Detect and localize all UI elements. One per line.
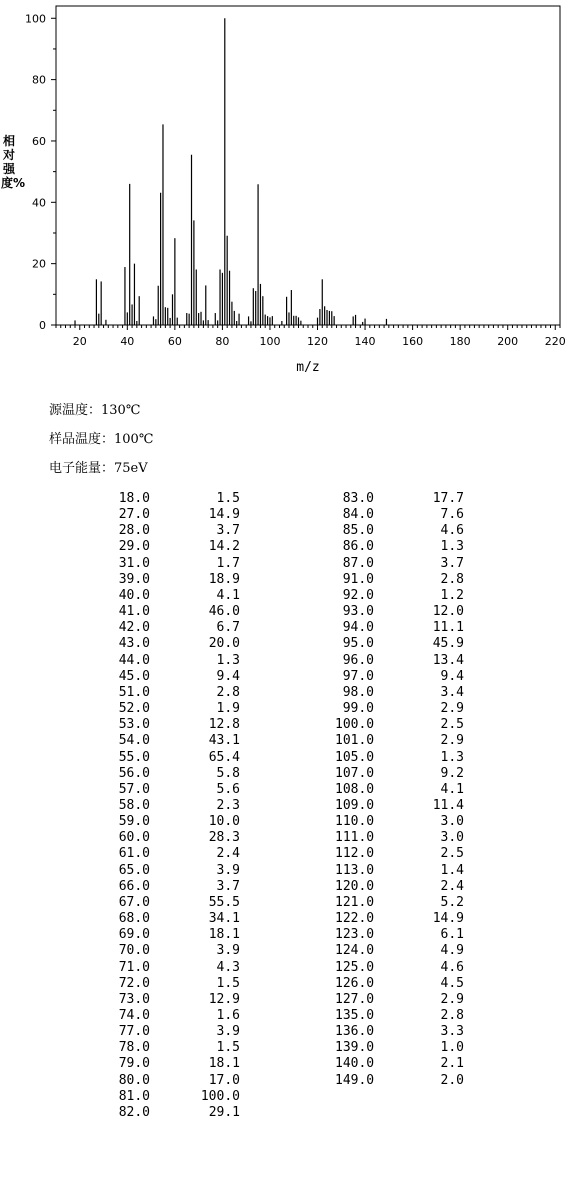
peak-intensity: 3.0 (440, 814, 464, 830)
peak-mz: 78.0 (118, 1040, 150, 1056)
peak-row (335, 685, 464, 701)
peak-mz: 110.0 (335, 814, 375, 830)
peak-intensity: 65.4 (208, 749, 240, 765)
peak-row (111, 556, 240, 572)
peak-mz: 52.0 (118, 701, 150, 717)
peak-intensity: 12.8 (208, 717, 240, 733)
y-tick-label: 80 (32, 73, 46, 87)
peak-intensity: 5.6 (216, 781, 240, 797)
x-tick-label: 80 (215, 335, 230, 348)
peak-mz: 72.0 (118, 975, 150, 991)
peak-mz: 39.0 (118, 571, 150, 587)
peak-row (335, 911, 464, 927)
peak-mz: 111.0 (335, 830, 375, 846)
peak-intensity: 1.2 (440, 587, 464, 603)
peak-intensity: 2.4 (440, 878, 464, 894)
peak-intensity: 14.9 (432, 911, 464, 927)
peak-mz: 53.0 (118, 717, 150, 733)
peak-mz: 113.0 (335, 862, 375, 878)
peak-row (111, 782, 240, 798)
peak-intensity: 18.9 (208, 571, 240, 587)
peak-row (111, 1008, 240, 1024)
peak-mz: 18.0 (118, 491, 150, 506)
peak-row (335, 814, 464, 830)
y-tick-label: 20 (32, 257, 46, 271)
peak-mz: 74.0 (118, 1008, 150, 1023)
peak-row (111, 523, 240, 539)
peak-intensity: 11.4 (432, 797, 464, 813)
peak-intensity: 2.9 (440, 733, 464, 749)
peak-row (335, 750, 464, 766)
peak-intensity: 4.1 (216, 587, 240, 603)
peak-intensity: 20.0 (208, 636, 240, 652)
peak-intensity: 55.5 (208, 894, 240, 910)
peak-row (335, 636, 464, 652)
peak-row (335, 717, 464, 733)
peak-mz: 79.0 (118, 1056, 150, 1072)
peak-row (111, 539, 240, 555)
peak-row (335, 556, 464, 572)
peak-intensity: 3.9 (216, 862, 240, 878)
peak-row (335, 604, 464, 620)
peak-mz: 98.0 (342, 684, 374, 700)
peak-mz: 96.0 (342, 652, 374, 668)
peak-mz: 87.0 (342, 555, 374, 571)
peak-row (111, 1073, 240, 1089)
peak-intensity: 9.2 (440, 765, 464, 781)
peak-mz: 51.0 (118, 684, 150, 700)
peak-row (111, 1040, 240, 1056)
peak-row (335, 960, 464, 976)
peak-row (335, 879, 464, 895)
peak-mz: 101.0 (335, 733, 375, 749)
peak-row (335, 572, 464, 588)
peak-mz: 73.0 (118, 991, 150, 1007)
x-tick-label: 40 (120, 335, 135, 348)
peak-row (335, 653, 464, 669)
peak-table-right (335, 491, 464, 1089)
peak-mz: 121.0 (335, 894, 375, 910)
peak-row (111, 830, 240, 846)
x-tick-label: 140 (354, 335, 376, 348)
peak-mz: 126.0 (335, 975, 375, 991)
peak-mz: 54.0 (118, 733, 150, 749)
peak-row (111, 911, 240, 927)
peak-intensity: 18.1 (208, 1056, 240, 1072)
peak-intensity: 2.8 (216, 684, 240, 700)
sample-temperature (49, 428, 153, 447)
peak-intensity: 1.4 (440, 862, 464, 878)
peak-intensity: 28.3 (208, 830, 240, 846)
peak-intensity: 3.4 (440, 684, 464, 700)
x-tick-label: 120 (307, 335, 329, 348)
peak-mz: 55.0 (118, 749, 150, 765)
peak-row (335, 701, 464, 717)
peak-intensity: 43.1 (208, 733, 240, 749)
peak-row (111, 895, 240, 911)
peak-row (111, 507, 240, 523)
peak-row (335, 782, 464, 798)
peak-row (111, 1089, 240, 1105)
peak-mz: 92.0 (342, 587, 374, 603)
peak-row (335, 943, 464, 959)
peak-row (335, 846, 464, 862)
electron-energy (49, 457, 148, 476)
peak-mz: 67.0 (118, 894, 150, 910)
peak-mz: 58.0 (118, 797, 150, 813)
peak-intensity: 2.5 (440, 717, 464, 733)
peak-row (335, 798, 464, 814)
peak-intensity: 29.1 (208, 1104, 240, 1120)
peak-mz: 59.0 (118, 814, 150, 830)
peak-intensity: 1.0 (440, 1040, 464, 1056)
peak-mz: 125.0 (335, 959, 375, 975)
peak-mz: 28.0 (118, 523, 150, 539)
x-tick-label: 160 (402, 335, 424, 348)
peak-intensity: 14.2 (208, 539, 240, 555)
peak-intensity: 3.0 (440, 830, 464, 846)
x-tick-label: 180 (449, 335, 471, 348)
peak-row (335, 669, 464, 685)
x-tick-label: 200 (497, 335, 519, 348)
peak-mz: 43.0 (118, 636, 150, 652)
peak-row (111, 1056, 240, 1072)
peak-mz: 105.0 (335, 749, 375, 765)
peak-intensity: 4.3 (216, 959, 240, 975)
condition-value: 100℃ (114, 432, 154, 447)
peak-mz: 60.0 (118, 830, 150, 846)
peak-row (111, 733, 240, 749)
peak-row (335, 863, 464, 879)
mass-spectrum-chart (0, 0, 570, 380)
x-tick-label: 20 (72, 335, 87, 348)
peak-mz: 97.0 (342, 668, 374, 684)
peak-mz: 99.0 (342, 701, 374, 717)
peak-mz: 41.0 (118, 604, 150, 620)
peak-row (111, 960, 240, 976)
condition-label: 源温度： (49, 403, 102, 418)
y-tick-label: 0 (39, 319, 46, 332)
peak-intensity: 12.0 (432, 604, 464, 620)
peak-intensity: 1.5 (216, 1040, 240, 1056)
peak-intensity: 2.9 (440, 701, 464, 717)
peak-intensity: 5.8 (216, 765, 240, 781)
peak-intensity: 2.0 (440, 1072, 464, 1088)
peak-intensity: 14.9 (208, 507, 240, 523)
peak-row (111, 717, 240, 733)
peak-row (111, 604, 240, 620)
peak-intensity: 9.4 (440, 668, 464, 684)
peak-intensity: 2.4 (216, 846, 240, 862)
peak-row (111, 653, 240, 669)
x-tick-label: 60 (167, 335, 182, 348)
peak-intensity: 3.9 (216, 943, 240, 959)
peak-intensity: 2.5 (440, 846, 464, 862)
peak-intensity: 4.5 (440, 975, 464, 991)
peak-row (111, 766, 240, 782)
peak-mz: 44.0 (118, 652, 150, 668)
y-tick-label: 40 (32, 196, 46, 210)
peak-mz: 139.0 (335, 1040, 375, 1056)
y-tick-label: 100 (25, 12, 46, 26)
peak-row (335, 927, 464, 943)
peak-mz: 29.0 (118, 539, 150, 555)
peak-row (111, 992, 240, 1008)
peak-mz: 31.0 (118, 555, 150, 571)
peak-row (111, 572, 240, 588)
peak-mz: 149.0 (335, 1072, 375, 1088)
peak-mz: 135.0 (335, 1008, 375, 1023)
peak-table-left (111, 491, 240, 1121)
peak-row (111, 685, 240, 701)
peak-mz: 112.0 (335, 846, 375, 862)
peak-intensity: 4.6 (440, 523, 464, 539)
peak-mz: 27.0 (118, 507, 150, 523)
peak-intensity: 4.6 (440, 959, 464, 975)
peak-intensity: 5.2 (440, 894, 464, 910)
peak-mz: 68.0 (118, 911, 150, 927)
peak-row (335, 507, 464, 523)
peak-intensity: 1.3 (440, 749, 464, 765)
peak-mz: 77.0 (118, 1024, 150, 1040)
peak-row (335, 1040, 464, 1056)
peak-row (335, 1056, 464, 1072)
peak-row (111, 1105, 240, 1121)
condition-value: 130℃ (101, 403, 141, 418)
peak-row (111, 588, 240, 604)
peak-row (111, 620, 240, 636)
peak-row (111, 701, 240, 717)
peak-row (111, 863, 240, 879)
x-tick-label: 100 (259, 335, 281, 348)
peak-row (335, 1024, 464, 1040)
condition-label: 样品温度： (49, 432, 115, 447)
peak-intensity: 1.5 (216, 975, 240, 991)
peak-intensity: 1.9 (216, 701, 240, 717)
peak-intensity: 18.1 (208, 927, 240, 943)
peak-intensity: 2.8 (440, 1008, 464, 1023)
peak-intensity: 4.9 (440, 943, 464, 959)
peak-mz: 66.0 (118, 878, 150, 894)
peak-intensity: 6.7 (216, 620, 240, 636)
peak-row (335, 1008, 464, 1024)
peak-intensity: 1.5 (216, 491, 240, 506)
peak-row (111, 927, 240, 943)
peak-row (335, 895, 464, 911)
peak-intensity: 2.8 (440, 571, 464, 587)
peak-intensity: 3.3 (440, 1024, 464, 1040)
source-temperature (49, 399, 140, 418)
peak-intensity: 3.7 (440, 555, 464, 571)
peak-row (335, 491, 464, 507)
peak-intensity: 4.1 (440, 781, 464, 797)
peak-mz: 57.0 (118, 781, 150, 797)
peak-row (111, 846, 240, 862)
peak-mz: 61.0 (118, 846, 150, 862)
peak-intensity: 1.3 (440, 539, 464, 555)
peak-row (111, 1024, 240, 1040)
peak-mz: 100.0 (335, 717, 375, 733)
peak-row (335, 539, 464, 555)
peak-row (335, 976, 464, 992)
peak-intensity: 2.3 (216, 797, 240, 813)
peak-row (111, 814, 240, 830)
peak-intensity: 9.4 (216, 668, 240, 684)
y-axis-label: 相对强度% (1, 134, 26, 190)
peak-row (335, 523, 464, 539)
peak-mz: 108.0 (335, 781, 375, 797)
peak-mz: 71.0 (118, 959, 150, 975)
peak-mz: 136.0 (335, 1024, 375, 1040)
peak-mz: 45.0 (118, 668, 150, 684)
peak-intensity: 10.0 (208, 814, 240, 830)
peak-mz: 84.0 (342, 507, 374, 523)
peak-intensity: 11.1 (432, 620, 464, 636)
condition-label: 电子能量： (49, 461, 115, 476)
peak-intensity: 2.9 (440, 991, 464, 1007)
peak-mz: 80.0 (118, 1072, 150, 1088)
peak-mz: 91.0 (342, 571, 374, 587)
peak-intensity: 46.0 (208, 604, 240, 620)
peak-row (111, 879, 240, 895)
peak-mz: 86.0 (342, 539, 374, 555)
peak-intensity: 45.9 (432, 636, 464, 652)
peak-intensity: 1.6 (216, 1008, 240, 1023)
peak-intensity: 3.7 (216, 523, 240, 539)
peak-mz: 40.0 (118, 587, 150, 603)
peak-mz: 83.0 (342, 491, 374, 506)
peak-mz: 124.0 (335, 943, 375, 959)
peak-intensity: 17.0 (208, 1072, 240, 1088)
peak-row (335, 830, 464, 846)
peak-row (111, 943, 240, 959)
peak-row (335, 733, 464, 749)
peak-mz: 123.0 (335, 927, 375, 943)
peak-intensity: 34.1 (208, 911, 240, 927)
peak-row (335, 588, 464, 604)
y-tick-label: 60 (32, 134, 46, 148)
peak-intensity: 17.7 (432, 491, 464, 506)
peak-mz: 82.0 (118, 1104, 150, 1120)
peak-mz: 70.0 (118, 943, 150, 959)
peak-mz: 109.0 (335, 797, 375, 813)
peak-row (111, 976, 240, 992)
peak-mz: 42.0 (118, 620, 150, 636)
peak-intensity: 12.9 (208, 991, 240, 1007)
x-axis-label: m/z (296, 360, 320, 375)
peak-row (111, 798, 240, 814)
peak-mz: 65.0 (118, 862, 150, 878)
peak-intensity: 6.1 (440, 927, 464, 943)
peak-row (111, 669, 240, 685)
peak-row (335, 620, 464, 636)
peak-mz: 127.0 (335, 991, 375, 1007)
peak-intensity: 7.6 (440, 507, 464, 523)
peak-mz: 95.0 (342, 636, 374, 652)
peak-intensity: 3.9 (216, 1024, 240, 1040)
peak-row (111, 750, 240, 766)
peak-mz: 120.0 (335, 878, 375, 894)
peak-intensity: 1.3 (216, 652, 240, 668)
peak-mz: 93.0 (342, 604, 374, 620)
peak-mz: 56.0 (118, 765, 150, 781)
peak-mz: 140.0 (335, 1056, 375, 1072)
peak-row (335, 1073, 464, 1089)
peak-intensity: 100.0 (200, 1088, 240, 1104)
x-tick-label: 220 (544, 335, 566, 348)
peak-intensity: 3.7 (216, 878, 240, 894)
plot-frame (56, 6, 560, 325)
peak-intensity: 1.7 (216, 555, 240, 571)
peak-mz: 81.0 (118, 1088, 150, 1104)
condition-value: 75eV (114, 461, 148, 476)
peak-intensity: 2.1 (440, 1056, 464, 1072)
peak-row (335, 992, 464, 1008)
peak-mz: 122.0 (335, 911, 375, 927)
peak-mz: 107.0 (335, 765, 375, 781)
peak-mz: 69.0 (118, 927, 150, 943)
peak-mz: 94.0 (342, 620, 374, 636)
peak-intensity: 13.4 (432, 652, 464, 668)
peak-mz: 85.0 (342, 523, 374, 539)
peak-row (111, 491, 240, 507)
peak-row (335, 766, 464, 782)
peak-row (111, 636, 240, 652)
